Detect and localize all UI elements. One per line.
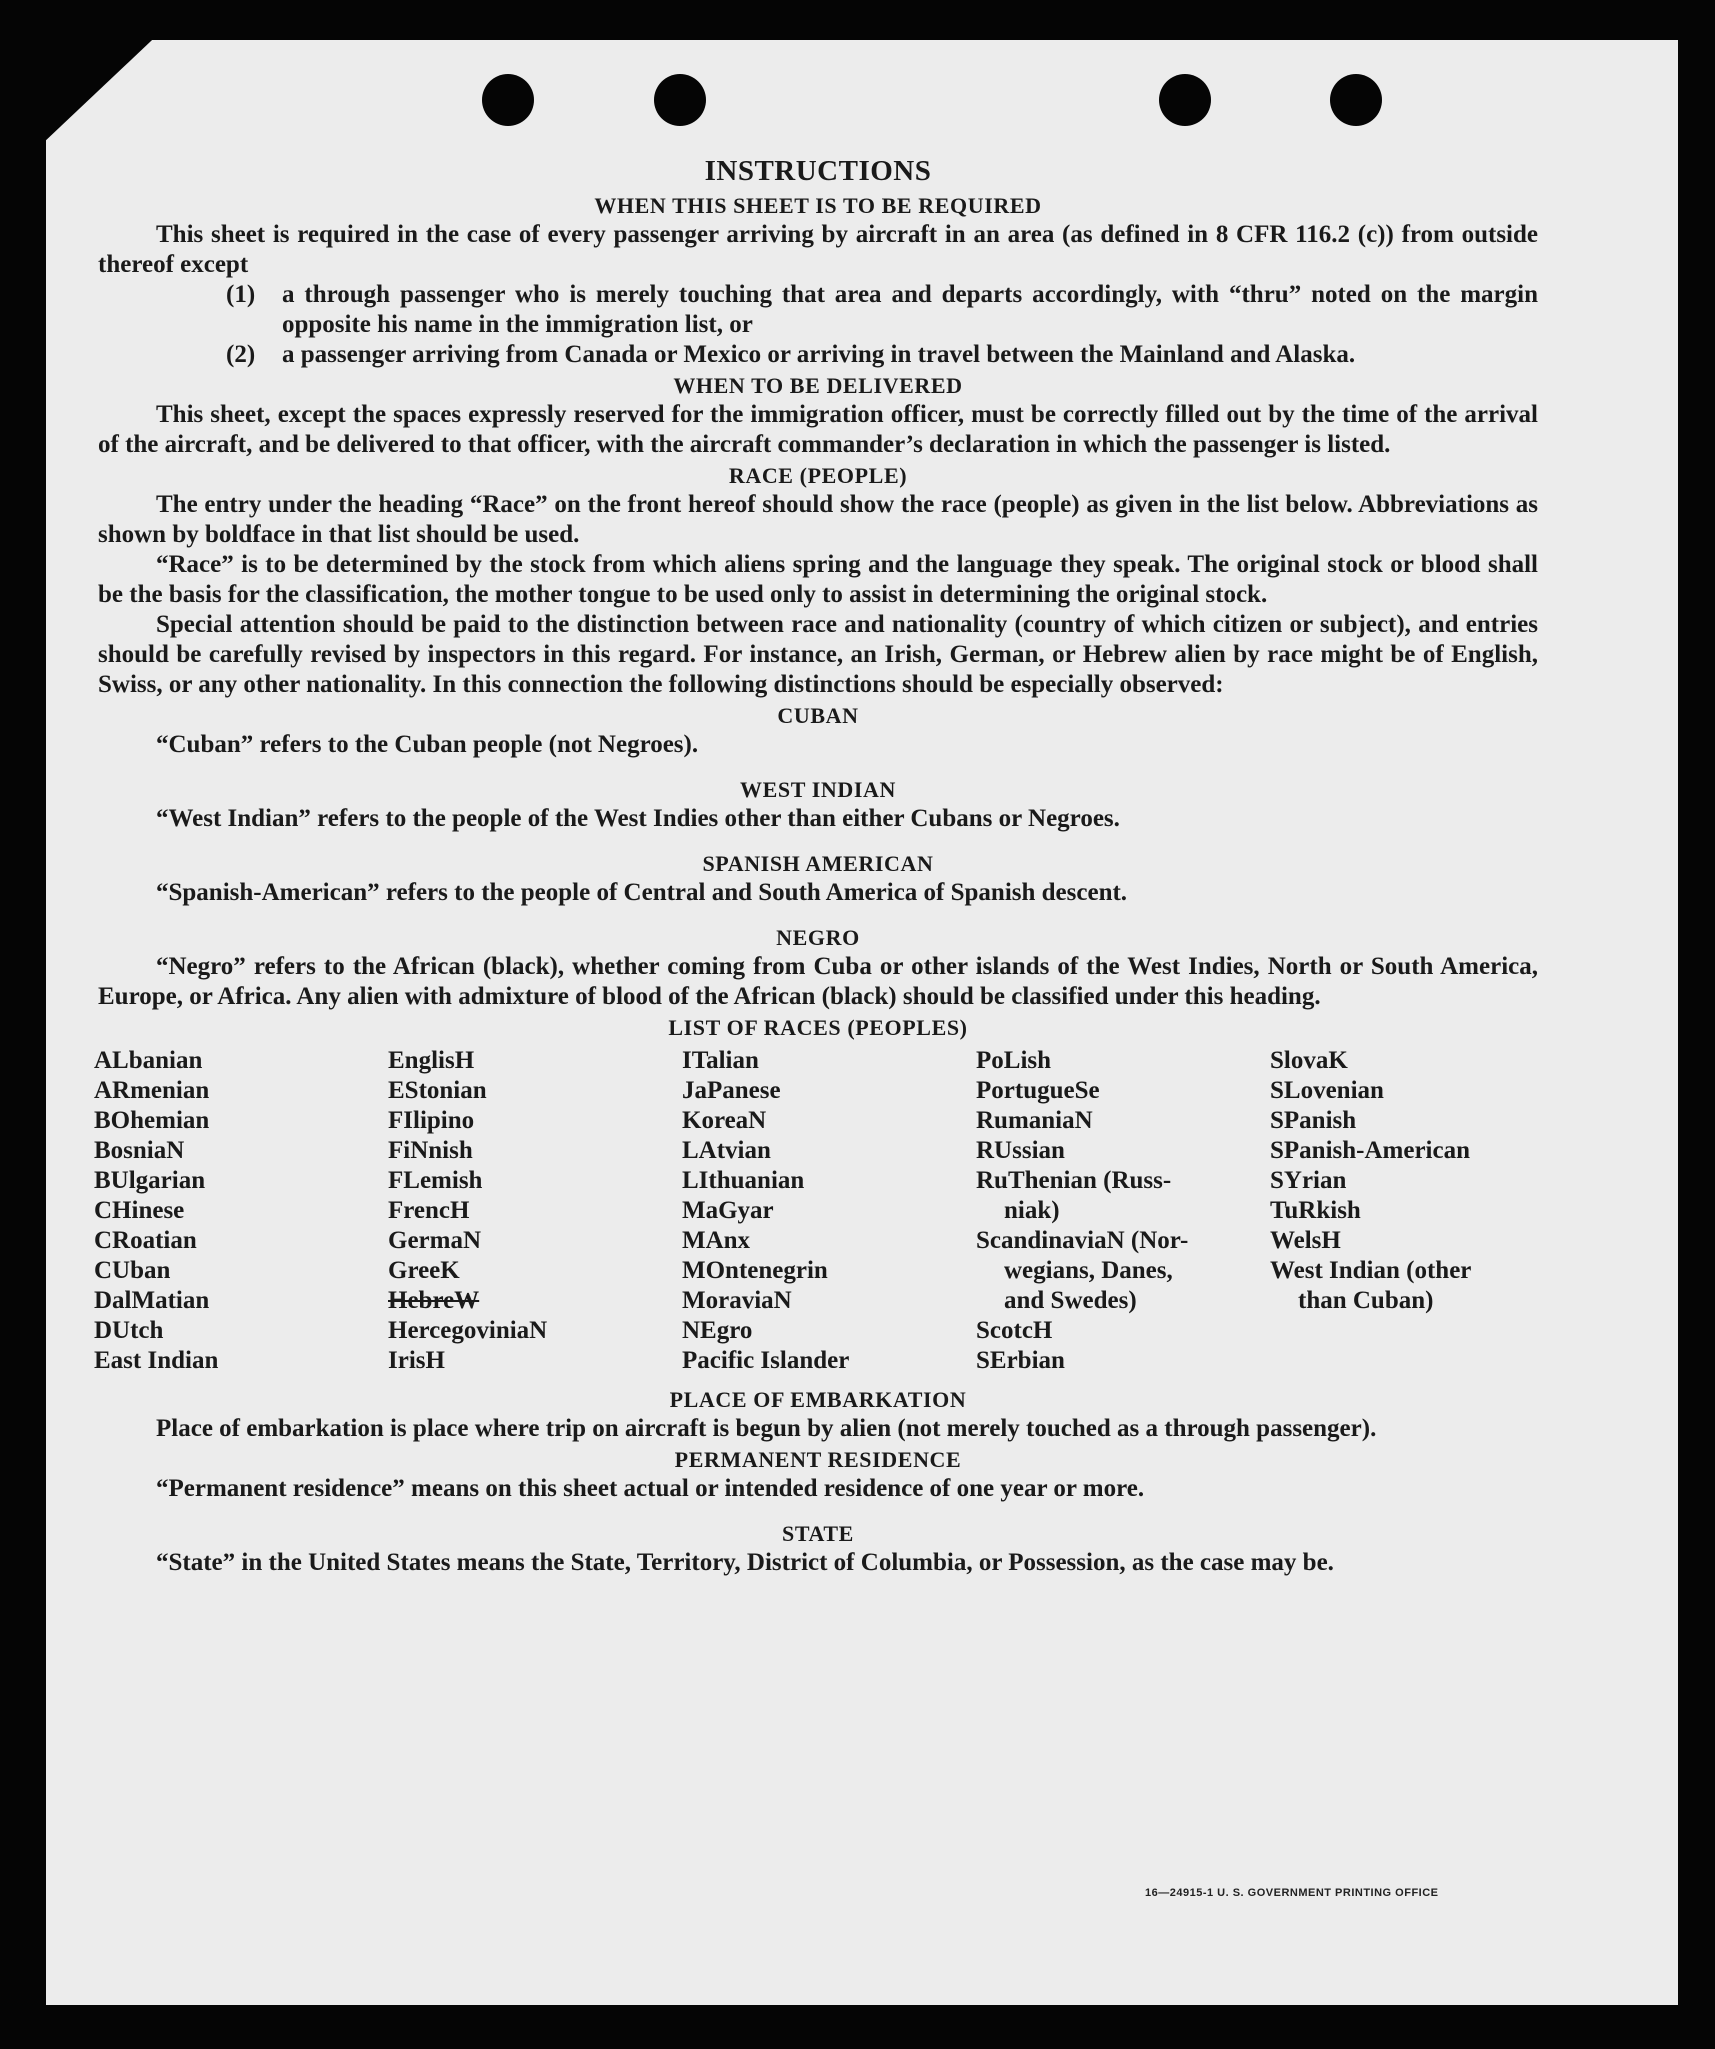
punch-hole	[482, 74, 534, 126]
race-entry: SPanish	[1270, 1107, 1357, 1134]
race-entry: SYrian	[1270, 1167, 1347, 1194]
race-entry: FLemish	[388, 1167, 483, 1194]
section-heading-state: STATE	[782, 1521, 854, 1546]
race-entry: TuRkish	[1270, 1197, 1361, 1224]
paragraph-cuban: “Cuban” refers to the Cuban people (not Negroes).	[156, 731, 699, 758]
race-entry: EnglisH	[388, 1047, 475, 1074]
race-entry: KoreaN	[682, 1107, 767, 1134]
race-entry: MaGyar	[682, 1197, 774, 1224]
paragraph-race-3: Special attention should be paid to the distinction between race and nationality (country of which citizen or subject), and entries should be carefully revised by inspectors in this regard. For instance, an Irish, German, or Hebrew alien by race might be of English, Swiss, or any other nationality. In this connection the following distinctions should be especially observed:	[98, 611, 1538, 698]
paragraph-west-indian: “West Indian” refers to the people of the West Indies other than either Cubans or Negroes.	[156, 805, 1120, 832]
list-number: (1)	[226, 281, 256, 308]
section-heading-cuban: CUBAN	[777, 703, 859, 728]
race-entry: NEgro	[682, 1317, 753, 1344]
race-entry: HebreW	[388, 1287, 480, 1314]
race-entry: HercegoviniaN	[388, 1317, 548, 1344]
paragraph-embarkation: Place of embarkation is place where trip on aircraft is begun by alien (not merely touched as a through passenger).	[156, 1415, 1377, 1442]
race-entry: CRoatian	[94, 1227, 197, 1254]
paragraph-state: “State” in the United States means the State, Territory, District of Columbia, or Possession, as the case may be.	[156, 1549, 1334, 1576]
race-entry: ALbanian	[94, 1047, 203, 1074]
page-title: INSTRUCTIONS	[704, 155, 932, 187]
race-entry: West Indian (other	[1270, 1257, 1472, 1284]
paragraph-required: This sheet is required in the case of every passenger arriving by aircraft in an area (as defined in 8 CFR 116.2 (c)) from outside thereof except	[98, 221, 1538, 278]
punch-hole	[1159, 74, 1211, 126]
race-entry: DUtch	[94, 1317, 164, 1344]
race-entry: than Cuban)	[1298, 1287, 1434, 1314]
race-entry: BosniaN	[94, 1137, 185, 1164]
race-column	[976, 1046, 1270, 1376]
race-entry: GreeK	[388, 1257, 460, 1284]
race-entry: PortugueSe	[976, 1077, 1100, 1104]
race-entry: RuThenian (Russ-	[976, 1167, 1172, 1194]
race-entry: SPanish-American	[1270, 1137, 1470, 1164]
race-column	[388, 1046, 682, 1376]
race-entry: SlovaK	[1270, 1047, 1348, 1074]
race-entry: MAnx	[682, 1227, 751, 1254]
section-heading-west-indian: WEST INDIAN	[740, 777, 896, 802]
paragraph-race-1: The entry under the heading “Race” on the front hereof should show the race (people) as given in the list below. Abbreviations as shown by boldface in that list should be used.	[98, 491, 1538, 548]
race-entry: ITalian	[682, 1047, 759, 1074]
race-entry: JaPanese	[682, 1077, 781, 1104]
race-entry: RUssian	[976, 1137, 1065, 1164]
printing-office-code: 16—24915-1 U. S. GOVERNMENT PRINTING OFFICE	[1145, 1887, 1439, 1899]
paragraph-spanish-american: “Spanish-American” refers to the people of Central and South America of Spanish descent.	[156, 879, 1128, 906]
race-entry: MOntenegrin	[682, 1257, 828, 1284]
race-entry: WelsH	[1270, 1227, 1341, 1254]
race-entry: SErbian	[976, 1347, 1065, 1374]
list-text: a passenger arriving from Canada or Mexico or arriving in travel between the Mainland and Alaska.	[282, 341, 1356, 368]
race-entry: GermaN	[388, 1227, 482, 1254]
race-entry: PoLish	[976, 1047, 1052, 1074]
race-entry: FiNnish	[388, 1137, 473, 1164]
race-list	[94, 1046, 1538, 1376]
race-entry: Pacific Islander	[682, 1347, 850, 1374]
race-entry: FrencH	[388, 1197, 470, 1224]
list-item	[226, 280, 1538, 340]
instructions-content	[94, 154, 1538, 1578]
list-number: (2)	[226, 341, 256, 368]
race-entry: CUban	[94, 1257, 171, 1284]
race-entry: LIthuanian	[682, 1167, 805, 1194]
race-entry: CHinese	[94, 1197, 185, 1224]
race-entry: RumaniaN	[976, 1107, 1093, 1134]
paragraph-delivered: This sheet, except the spaces expressly reserved for the immigration officer, must be correctly filled out by the time of the arrival of the aircraft, and be delivered to that officer, with the aircraft commander’s declaration in which the passenger is listed.	[98, 401, 1538, 458]
section-heading-delivered: WHEN TO BE DELIVERED	[673, 373, 963, 398]
race-entry: MoraviaN	[682, 1287, 792, 1314]
list-item	[226, 340, 1538, 370]
section-heading-race-list: LIST OF RACES (PEOPLES)	[668, 1015, 968, 1040]
race-entry: ScandinaviaN (Nor-	[976, 1227, 1189, 1254]
punch-hole	[1330, 74, 1382, 126]
race-entry: niak)	[1004, 1197, 1060, 1224]
race-entry: BUlgarian	[94, 1167, 206, 1194]
race-entry: ARmenian	[94, 1077, 210, 1104]
race-entry: and Swedes)	[1004, 1287, 1137, 1314]
race-entry: SLovenian	[1270, 1077, 1384, 1104]
section-heading-required: WHEN THIS SHEET IS TO BE REQUIRED	[594, 193, 1042, 218]
race-entry: ScotcH	[976, 1317, 1053, 1344]
race-entry: East Indian	[94, 1347, 219, 1374]
race-entry: BOhemian	[94, 1107, 210, 1134]
race-column	[94, 1046, 388, 1376]
section-heading-race: RACE (PEOPLE)	[728, 463, 908, 488]
section-heading-residence: PERMANENT RESIDENCE	[674, 1447, 962, 1472]
section-heading-spanish-american: SPANISH AMERICAN	[702, 851, 934, 876]
race-entry: FIlipino	[388, 1107, 475, 1134]
race-entry: LAtvian	[682, 1137, 771, 1164]
race-entry: EStonian	[388, 1077, 487, 1104]
paragraph-residence: “Permanent residence” means on this sheet actual or intended residence of one year or more.	[156, 1475, 1145, 1502]
paragraph-negro: “Negro” refers to the African (black), whether coming from Cuba or other islands of the West Indies, North or South America, Europe, or Africa. Any alien with admixture of blood of the African (black) should be classified under this heading.	[98, 953, 1538, 1010]
punch-hole	[654, 74, 706, 126]
race-column	[682, 1046, 976, 1376]
race-entry: IrisH	[388, 1347, 445, 1374]
race-entry: DalMatian	[94, 1287, 210, 1314]
race-entry: wegians, Danes,	[1004, 1257, 1173, 1284]
section-heading-negro: NEGRO	[776, 925, 860, 950]
list-text: a through passenger who is merely touching that area and departs accordingly, with “thru” noted on the margin opposite his name in the immigration list, or	[282, 281, 1538, 338]
section-heading-embarkation: PLACE OF EMBARKATION	[669, 1387, 967, 1412]
paragraph-race-2: “Race” is to be determined by the stock from which aliens spring and the language they speak. The original stock or blood shall be the basis for the classification, the mother tongue to be used only to assist in determining the original stock.	[98, 551, 1538, 608]
race-column	[1270, 1046, 1564, 1376]
